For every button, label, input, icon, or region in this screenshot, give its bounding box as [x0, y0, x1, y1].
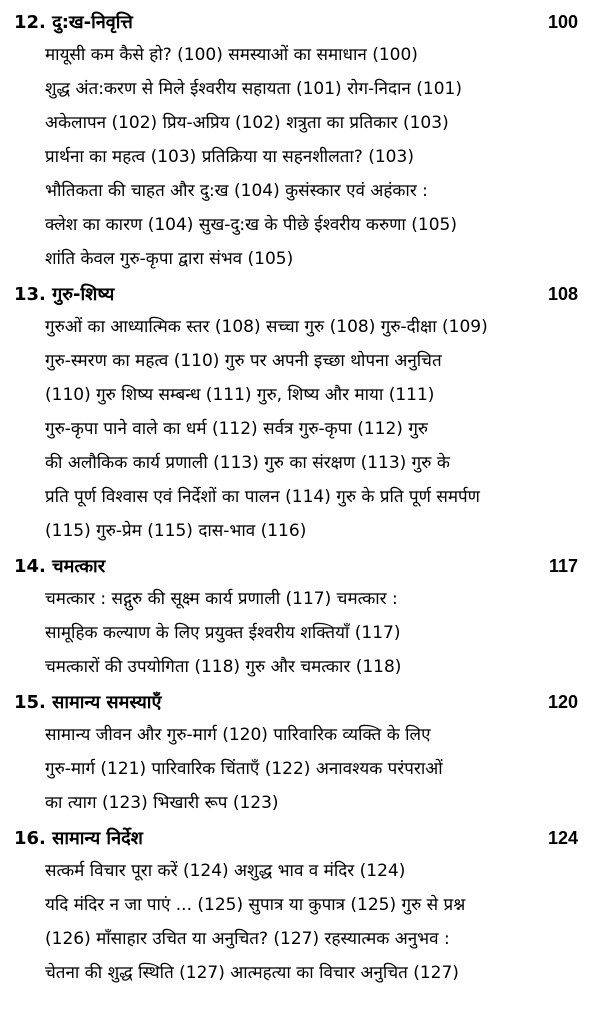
- topic-line: चेतना की शुद्ध स्थिति (127) आत्महत्या का विचार अनुचित (127): [45, 963, 459, 983]
- topic-line: सामूहिक कल्याण के लिए प्रयुक्त ईश्वरीय शक्तियाँ (117): [45, 623, 401, 643]
- chapter-page-number: 108: [547, 284, 578, 304]
- chapter-topics: [14, 38, 586, 276]
- topic-line: गुरुओं का आध्यात्मिक स्तर (108) सच्चा गुरु (108) गुरु-दीक्षा (109): [45, 317, 488, 337]
- topic-line: प्रति पूर्ण विश्वास एवं निर्देशों का पालन (114) गुरु के प्रति पूर्ण समर्पण: [45, 487, 480, 507]
- chapter-page-number: 100: [547, 12, 578, 32]
- topic-line: (126) माँसाहार उचित या अनुचित? (127) रहस्यात्मक अनुभव :: [45, 929, 450, 949]
- chapter-title: 13. गुरु-शिष्य: [14, 284, 115, 305]
- chapter-13: [14, 278, 586, 548]
- chapter-page-number: 117: [548, 556, 578, 576]
- chapter-15: [14, 686, 586, 820]
- chapter-topics: [14, 854, 586, 990]
- chapter-heading: [14, 822, 586, 854]
- topic-line: शांति केवल गुरु-कृपा द्वारा संभव (105): [45, 249, 294, 269]
- chapter-topics: [14, 310, 586, 548]
- chapter-12: [14, 6, 586, 276]
- topic-line: अकेलापन (102) प्रिय-अप्रिय (102) शत्रुता का प्रतिकार (103): [45, 113, 449, 133]
- topic-line: भौतिकता की चाहत और दु:ख (104) कुसंस्कार एवं अहंकार :: [45, 181, 428, 201]
- chapter-title: 15. सामान्य समस्याएँ: [14, 692, 162, 713]
- topic-line: सत्कर्म विचार पूरा करें (124) अशुद्ध भाव व मंदिर (124): [45, 861, 406, 881]
- topic-line: प्रार्थना का महत्व (103) प्रतिक्रिया या सहनशीलता? (103): [45, 147, 414, 167]
- chapter-title: 14. चमत्कार: [14, 556, 106, 577]
- chapter-heading: [14, 278, 586, 310]
- chapter-title: 16. सामान्य निर्देश: [14, 828, 143, 849]
- chapter-topics: [14, 718, 586, 820]
- chapter-page-number: 124: [547, 828, 578, 848]
- topic-line: गुरु-कृपा पाने वाले का धर्म (112) सर्वत्र गुरु-कृपा (112) गुरु: [45, 419, 429, 439]
- chapter-heading: [14, 6, 586, 38]
- chapter-topics: [14, 582, 586, 684]
- topic-line: की अलौकिक कार्य प्रणाली (113) गुरु का संरक्षण (113) गुरु के: [45, 453, 450, 473]
- topic-line: मायूसी कम कैसे हो? (100) समस्याओं का समाधान (100): [45, 45, 418, 65]
- chapter-heading: [14, 686, 586, 718]
- chapter-page-number: 120: [547, 692, 578, 712]
- topic-line: सामान्य जीवन और गुरु-मार्ग (120) पारिवारिक व्यक्ति के लिए: [45, 725, 431, 745]
- topic-line: (110) गुरु शिष्य सम्बन्ध (111) गुरु, शिष्य और माया (111): [45, 385, 435, 405]
- topic-line: गुरु-मार्ग (121) पारिवारिक चिंताएँ (122) अनावश्यक परंपराओं: [45, 759, 443, 779]
- chapter-heading: [14, 550, 586, 582]
- chapter-title: 12. दु:ख-निवृत्ति: [14, 12, 133, 33]
- topic-line: शुद्ध अंत:करण से मिले ईश्वरीय सहायता (101) रोग-निदान (101): [45, 79, 462, 99]
- chapter-14: [14, 550, 586, 684]
- topic-line: (115) गुरु-प्रेम (115) दास-भाव (116): [45, 521, 307, 541]
- topic-line: चमत्कार : सद्गुरु की सूक्ष्म कार्य प्रणाली (117) चमत्कार :: [45, 589, 398, 609]
- topic-line: यदि मंदिर न जा पाएं ... (125) सुपात्र या कुपात्र (125) गुरु से प्रश्न: [45, 895, 466, 915]
- topic-line: चमत्कारों की उपयोगिता (118) गुरु और चमत्कार (118): [45, 657, 402, 677]
- topic-line: का त्याग (123) भिखारी रूप (123): [45, 793, 279, 813]
- chapter-16: [14, 822, 586, 990]
- topic-line: गुरु-स्मरण का महत्व (110) गुरु पर अपनी इच्छा थोपना अनुचित: [45, 351, 442, 371]
- topic-line: क्लेश का कारण (104) सुख-दु:ख के पीछे ईश्वरीय करुणा (105): [45, 215, 457, 235]
